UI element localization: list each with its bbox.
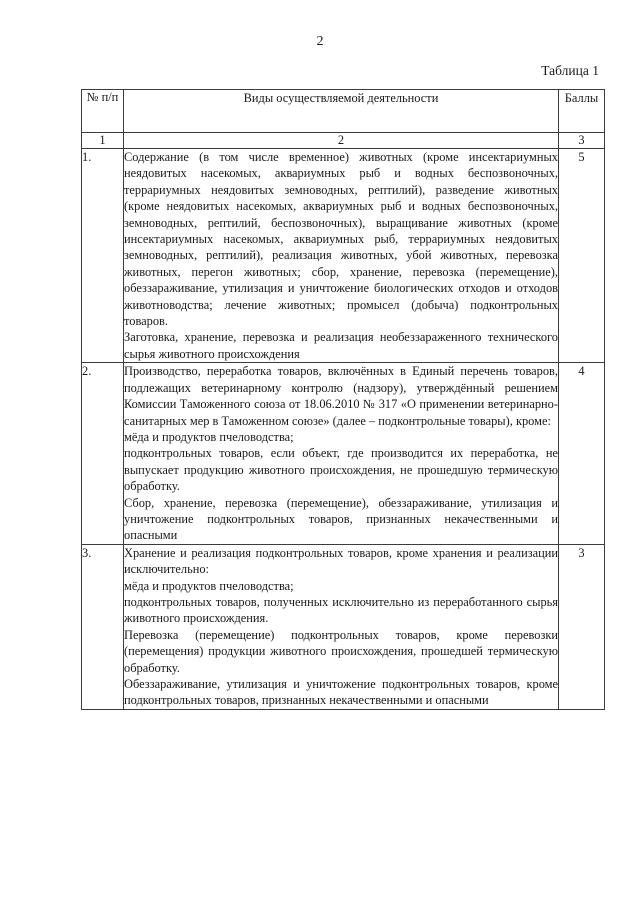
header-activity: Виды осуществляемой деятельности — [124, 90, 559, 133]
table-header-row — [82, 90, 605, 133]
row-number: 1. — [82, 149, 124, 363]
activity-paragraph: Хранение и реализация подконтрольных товаров, кроме хранения и реализации исключительно: — [124, 545, 558, 577]
page-number: 2 — [316, 34, 324, 49]
activity-paragraph: Сбор, хранение, перевозка (перемещение), обеззараживание, утилизация и уничтожение подконтрольных товаров, признанных некачественными и опасными — [124, 495, 558, 543]
header-points: Баллы — [559, 90, 605, 133]
column-index: 1 — [82, 133, 124, 149]
column-index: 3 — [559, 133, 605, 149]
column-index-row — [82, 133, 605, 149]
activity-paragraph: мёда и продуктов пчеловодства; — [124, 578, 294, 593]
activity-paragraph: мёда и продуктов пчеловодства; — [124, 429, 294, 444]
row-points: 3 — [559, 544, 605, 709]
activity-cell — [124, 544, 559, 709]
activities-table — [81, 89, 605, 710]
activity-paragraph: Перевозка (перемещение) подконтрольных товаров, кроме перевозки (перемещения) продукции животного происхождения, прошедшей термическую обработку. — [124, 627, 558, 675]
table-caption: Таблица 1 — [541, 63, 599, 78]
table-row — [82, 544, 605, 709]
activity-paragraph: Производство, переработка товаров, включённых в Единый перечень товаров, подлежащих ветеринарному контролю (надзору), утверждённый решением Комиссии Таможенного союза от 18.06.2010 № 317 «О применении ветеринарно-санитарных мер в Таможенном союзе» (далее – подконтрольные товары), кроме: — [124, 364, 558, 428]
row-points: 4 — [559, 363, 605, 544]
activity-paragraph: подконтрольных товаров, если объект, где производится их переработка, не выпускает продукцию животного происхождения, не прошедшую термическую обработку. — [124, 446, 558, 494]
activity-paragraph: подконтрольных товаров, полученных исключительно из переработанного сырья животного происхождения. — [124, 594, 558, 626]
header-num: № п/п — [82, 90, 124, 133]
table-row — [82, 363, 605, 544]
activity-paragraph: Обеззараживание, утилизация и уничтожение подконтрольных товаров, кроме подконтрольных товаров, признанных некачественными и опасными — [124, 677, 558, 708]
activity-cell — [124, 363, 559, 544]
row-number: 3. — [82, 544, 124, 709]
row-number: 2. — [82, 363, 124, 544]
column-index: 2 — [124, 133, 559, 149]
activity-cell — [124, 149, 559, 363]
table-row — [82, 149, 605, 363]
activity-paragraph: Содержание (в том числе временное) животных (кроме инсектариумных неядовитых насекомых, аквариумных рыб и водных беспозвоночных, террариумных неядовитых земноводных, рептилий), разведение животных (кроме неядовитых насекомых, аквариумных рыб и водных беспозвоночных, земноводных, рептилий, беспозвоночных), выращивание животных (кроме инсектариумных насекомых, аквариумных рыб, террариумных неядовитых земноводных, рептилий), реализация животных, убой животных, перевозка животных, перегон животных; сбор, хранение, перевозка (перемещение), обеззараживание, утилизация и уничтожение биологических отходов и отходов животноводства; лечение животных; промысел (добыча) подконтрольных товаров. — [124, 150, 558, 329]
row-points: 5 — [559, 149, 605, 363]
activity-paragraph: Заготовка, хранение, перевозка и реализация необеззараженного технического сырья животного происхождения — [124, 330, 558, 361]
